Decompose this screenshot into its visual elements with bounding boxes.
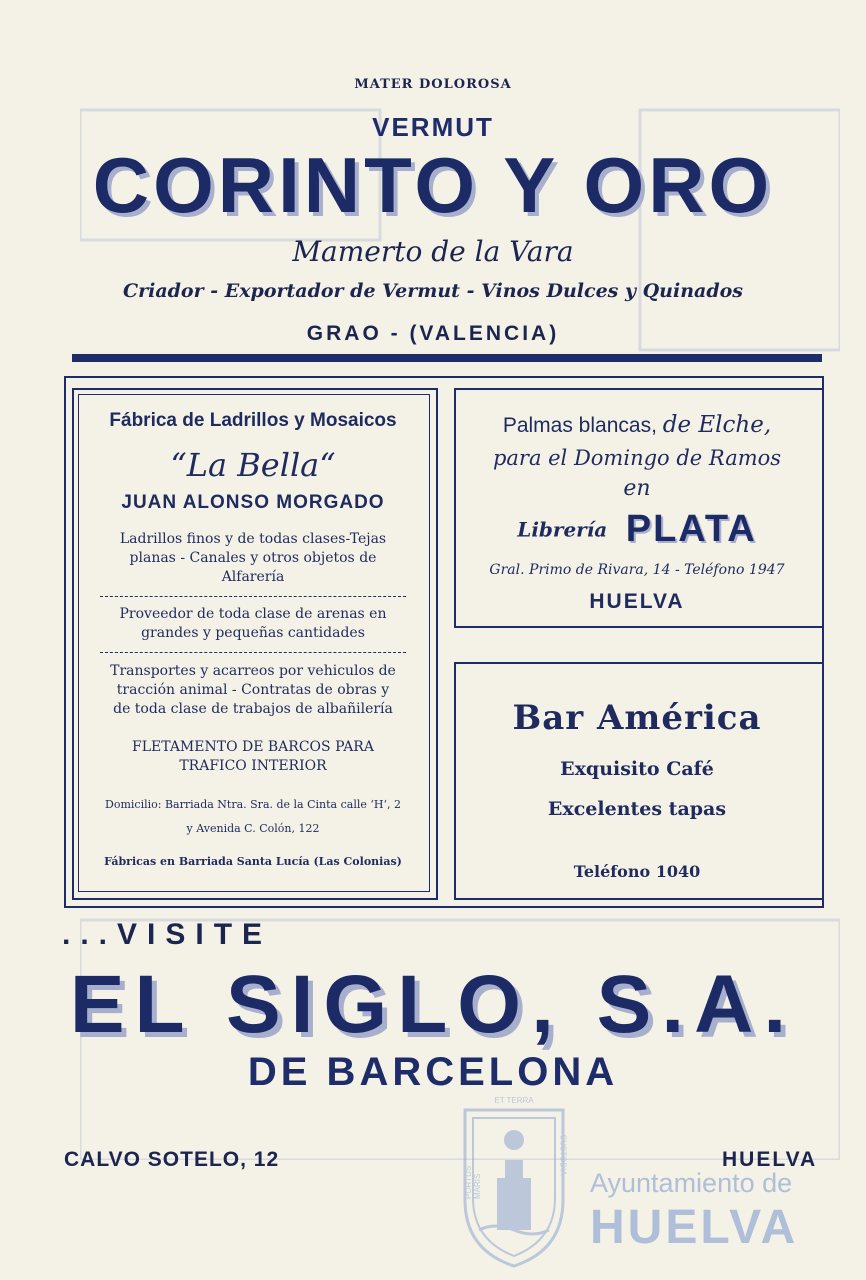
plata-store [456, 508, 818, 551]
siglo-street: CALVO SOTELO, 12 [64, 1148, 280, 1171]
siglo-town: HUELVA [722, 1148, 818, 1171]
plata-name: PLATA [625, 508, 757, 550]
bella-paragraph-1: Ladrillos finos y de todas clases-Tejas planas - Canales y otros objetos de Alfarería [119, 531, 387, 585]
bella-heading: Fábrica de Ladrillos y Mosaicos [109, 410, 397, 431]
bella-address-1: Domicilio: Barriada Ntra. Sra. de la Cinta calle ‘H‘, 2 [105, 798, 401, 811]
seal-top-text: ET TERRA [494, 1096, 534, 1105]
plata-line-1 [456, 412, 818, 438]
vermut-label: VERMUT [372, 112, 494, 142]
siglo-city: DE BARCELONA [247, 1050, 619, 1094]
bar-title: Bar América [512, 698, 762, 738]
header-divider [72, 354, 822, 362]
bar-line-2: Excelentes tapas [547, 798, 727, 820]
bella-owner: JUAN ALONSO MORGADO [121, 492, 385, 513]
siglo-visite: ...VISITE [62, 918, 273, 951]
seal-right-text: CUSTODIA [558, 1134, 568, 1176]
owner-name: Mamerto de la Vara [292, 235, 574, 268]
plata-line-3: en [623, 476, 651, 501]
top-label: MATER DOLOROSA [354, 77, 512, 92]
bar-phone: Teléfono 1040 [573, 862, 701, 881]
bella-divider-1 [100, 596, 406, 597]
bar-line-1: Exquisito Café [560, 758, 714, 780]
bella-paragraph-3: Transportes y acarreos por vehiculos de tracción animal - Contratas de obras y de toda clase de trabajos de albañilería [110, 663, 396, 717]
tagline: Criador - Exportador de Vermut - Vinos Dulces y Quinados [122, 280, 743, 302]
bella-name: “La Bella“ [170, 446, 336, 484]
plata-line-1b: de Elche, [662, 412, 772, 438]
location: GRAO - (VALENCIA) [306, 322, 560, 345]
bella-divider-2 [100, 652, 406, 653]
city-seal-logo [455, 1090, 573, 1270]
seal-left-text: PORTUS MARIS [464, 1165, 482, 1199]
brand-title: CORINTO Y ORO [92, 141, 774, 229]
bella-factories: Fábricas en Barriada Santa Lucía (Las Colonias) [104, 855, 402, 868]
bella-paragraph-2: Proveedor de toda clase de arenas en grandes y pequeñas cantidades [119, 606, 387, 641]
plata-line-2: para el Domingo de Ramos [492, 446, 782, 470]
watermark-line-2: HUELVA [590, 1201, 799, 1254]
siglo-name: EL SIGLO, S.A. [69, 959, 797, 1050]
bella-address-2: y Avenida C. Colón, 122 [186, 822, 320, 835]
plata-libreria: Librería [517, 517, 608, 542]
watermark-line-1: Ayuntamiento de [590, 1168, 793, 1198]
plata-city: HUELVA [589, 590, 685, 613]
bella-paragraph-4: FLETAMENTO DE BARCOS PARA TRAFICO INTERIOR [132, 739, 374, 774]
plata-address: Gral. Primo de Rivara, 14 - Teléfono 1947 [489, 562, 785, 578]
plata-line-1a: Palmas blancas, [502, 414, 657, 437]
